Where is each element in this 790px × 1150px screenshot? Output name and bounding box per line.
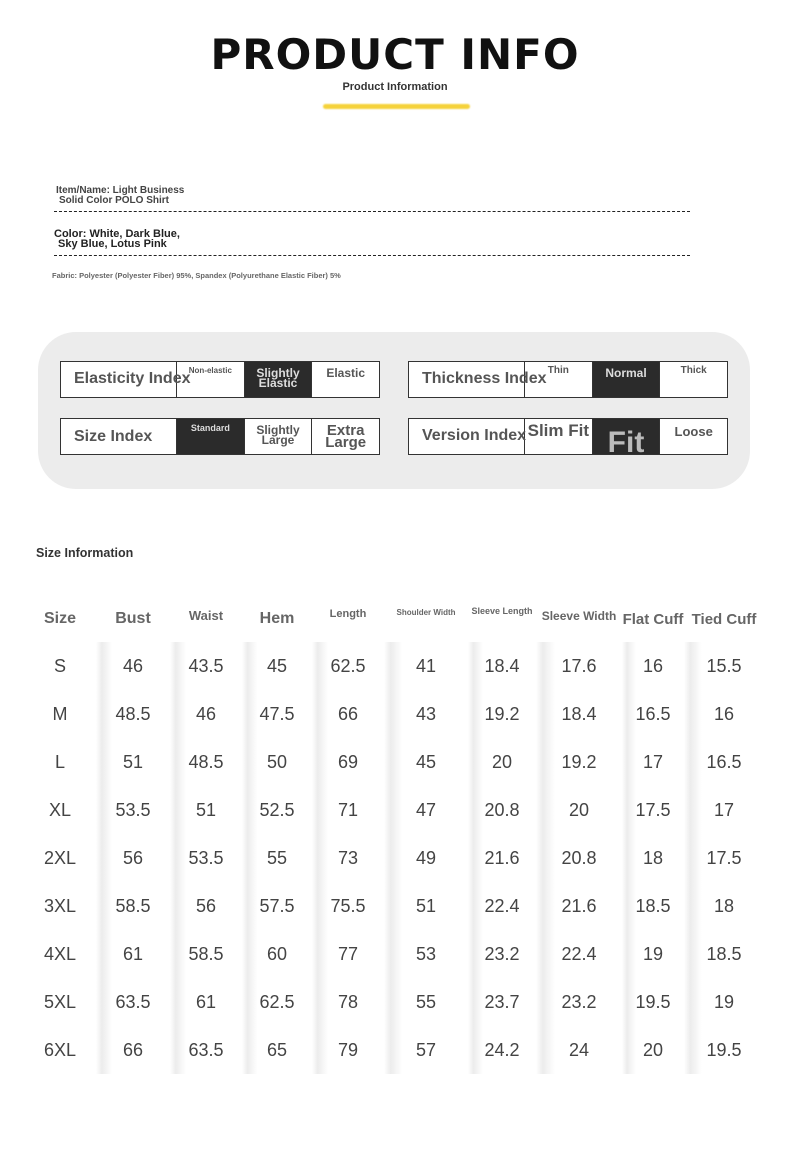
cell-bust: 58.5 [96,882,170,930]
col-header-tied-cuff: Tied Cuff [691,611,757,628]
col-header-sleeve-width: Sleeve Width [541,609,617,623]
cell-shoulder-width: 47 [384,786,468,834]
cell-waist: 43.5 [170,642,242,690]
cell-length: 71 [312,786,384,834]
cell-waist: 46 [170,690,242,738]
cell-tied-cuff: 18.5 [684,930,764,978]
cell-length: 73 [312,834,384,882]
cell-sleeve-length: 22.4 [468,882,536,930]
version-label: Version Index [409,419,525,454]
item-name-line2: Solid Color POLO Shirt [59,195,169,206]
cell-size: 6XL [43,1039,77,1060]
cell-hem: 62.5 [242,978,312,1026]
cell-sleeve-length: 23.2 [468,930,536,978]
col-header-length: Length [329,608,367,620]
cell-waist: 53.5 [170,834,242,882]
cell-bust: 46 [96,642,170,690]
col-header-waist: Waist [188,608,224,623]
col-header-flat-cuff: Flat Cuff [622,611,684,628]
table-row [24,978,764,1026]
size-table-header [24,600,764,642]
cell-waist: 48.5 [170,738,242,786]
size-option-slightly-large: Slightly Large [245,419,313,454]
size-scale [60,418,380,455]
cell-size: 5XL [43,991,77,1012]
table-row [24,786,764,834]
cell-sleeve-length: 23.7 [468,978,536,1026]
cell-shoulder-width: 45 [384,738,468,786]
cell-length: 77 [312,930,384,978]
item-color-line2: Sky Blue, Lotus Pink [58,238,167,250]
cell-hem: 55 [242,834,312,882]
cell-shoulder-width: 51 [384,882,468,930]
item-color [54,229,180,249]
cell-sleeve-width: 20.8 [536,834,622,882]
version-scale [408,418,728,459]
cell-size: 4XL [43,943,77,964]
table-row [24,690,764,738]
cell-length: 62.5 [312,642,384,690]
cell-size: M [52,703,68,724]
cell-sleeve-width: 22.4 [536,930,622,978]
version-option-fit: Fit [593,419,661,454]
cell-length: 66 [312,690,384,738]
cell-hem: 60 [242,930,312,978]
cell-flat-cuff: 19 [622,930,684,978]
elasticity-option-slightly-elastic: Slightly Elastic [245,362,313,397]
cell-hem: 45 [242,642,312,690]
cell-tied-cuff: 16 [684,690,764,738]
cell-tied-cuff: 15.5 [684,642,764,690]
col-header-bust: Bust [115,610,151,627]
page-title: PRODUCT INFO [210,30,580,79]
thickness-label: Thickness Index [409,362,525,397]
cell-waist: 51 [170,786,242,834]
thickness-option-thick: Thick [680,365,707,376]
col-header-sleeve-length: Sleeve Length [471,606,533,616]
col-header-size: Size [43,610,76,627]
cell-shoulder-width: 43 [384,690,468,738]
item-name [56,186,184,206]
cell-hem: 65 [242,1026,312,1074]
title-underline [323,104,470,109]
cell-shoulder-width: 55 [384,978,468,1026]
cell-tied-cuff: 17 [684,786,764,834]
cell-length: 79 [312,1026,384,1074]
cell-size: L [54,751,65,772]
cell-waist: 63.5 [170,1026,242,1074]
cell-hem: 52.5 [242,786,312,834]
cell-sleeve-width: 18.4 [536,690,622,738]
index-panel [38,332,750,489]
elasticity-option-elastic: Elastic [326,366,366,380]
elasticity-label: Elasticity Index [61,362,177,397]
cell-size: XL [48,799,72,820]
cell-shoulder-width: 57 [384,1026,468,1074]
cell-waist: 56 [170,882,242,930]
col-header-hem: Hem [259,610,295,627]
size-option-extra-large: Extra Large [325,422,367,451]
table-row [24,642,764,690]
cell-size: S [53,655,66,676]
elasticity-scale [60,361,380,398]
item-fabric: Fabric: Polyester (Polyester Fiber) 95%, Spandex (Polyurethane Elastic Fiber) 5% [52,271,341,280]
thickness-option-thin: Thin [525,362,593,397]
version-option-loose: Loose [674,424,713,439]
page-subtitle: Product Information [342,81,448,93]
cell-hem: 57.5 [242,882,312,930]
cell-sleeve-width: 17.6 [536,642,622,690]
item-name-line1: Item/Name: Light Business [56,185,185,196]
divider-2 [54,255,690,256]
cell-length: 78 [312,978,384,1026]
cell-hem: 47.5 [242,690,312,738]
cell-sleeve-length: 24.2 [468,1026,536,1074]
cell-bust: 66 [96,1026,170,1074]
cell-bust: 53.5 [96,786,170,834]
cell-sleeve-width: 21.6 [536,882,622,930]
cell-sleeve-length: 21.6 [468,834,536,882]
table-row [24,1026,764,1074]
cell-bust: 63.5 [96,978,170,1026]
cell-bust: 51 [96,738,170,786]
cell-tied-cuff: 19.5 [684,1026,764,1074]
cell-size: 3XL [43,895,77,916]
cell-shoulder-width: 49 [384,834,468,882]
cell-bust: 48.5 [96,690,170,738]
col-header-shoulder-width: Shoulder Width [396,608,456,617]
size-table [24,600,764,1074]
size-option-standard: Standard [177,419,245,454]
cell-waist: 58.5 [170,930,242,978]
cell-waist: 61 [170,978,242,1026]
cell-flat-cuff: 16.5 [622,690,684,738]
cell-tied-cuff: 17.5 [684,834,764,882]
table-row [24,882,764,930]
cell-sleeve-length: 18.4 [468,642,536,690]
table-row [24,738,764,786]
cell-flat-cuff: 18.5 [622,882,684,930]
elasticity-option-non-elastic: Non-elastic [177,362,245,397]
table-row [24,930,764,978]
cell-flat-cuff: 18 [622,834,684,882]
cell-tied-cuff: 16.5 [684,738,764,786]
cell-size: 2XL [43,847,77,868]
item-color-line1: Color: White, Dark Blue, [54,228,180,240]
cell-sleeve-length: 19.2 [468,690,536,738]
cell-shoulder-width: 41 [384,642,468,690]
thickness-option-normal: Normal [593,362,661,397]
table-row [24,834,764,882]
thickness-scale [408,361,728,398]
cell-bust: 61 [96,930,170,978]
size-index-label: Size Index [61,419,177,454]
cell-tied-cuff: 18 [684,882,764,930]
cell-flat-cuff: 16 [622,642,684,690]
cell-sleeve-width: 19.2 [536,738,622,786]
cell-sleeve-length: 20 [468,738,536,786]
cell-flat-cuff: 17 [622,738,684,786]
cell-sleeve-length: 20.8 [468,786,536,834]
divider-1 [54,211,690,212]
cell-sleeve-width: 24 [536,1026,622,1074]
cell-shoulder-width: 53 [384,930,468,978]
cell-length: 69 [312,738,384,786]
cell-sleeve-width: 23.2 [536,978,622,1026]
cell-length: 75.5 [312,882,384,930]
size-info-title: Size Information [36,546,134,560]
cell-flat-cuff: 19.5 [622,978,684,1026]
cell-flat-cuff: 20 [622,1026,684,1074]
cell-bust: 56 [96,834,170,882]
cell-flat-cuff: 17.5 [622,786,684,834]
cell-hem: 50 [242,738,312,786]
cell-tied-cuff: 19 [684,978,764,1026]
version-option-slim-fit: Slim Fit [525,419,593,454]
cell-sleeve-width: 20 [536,786,622,834]
